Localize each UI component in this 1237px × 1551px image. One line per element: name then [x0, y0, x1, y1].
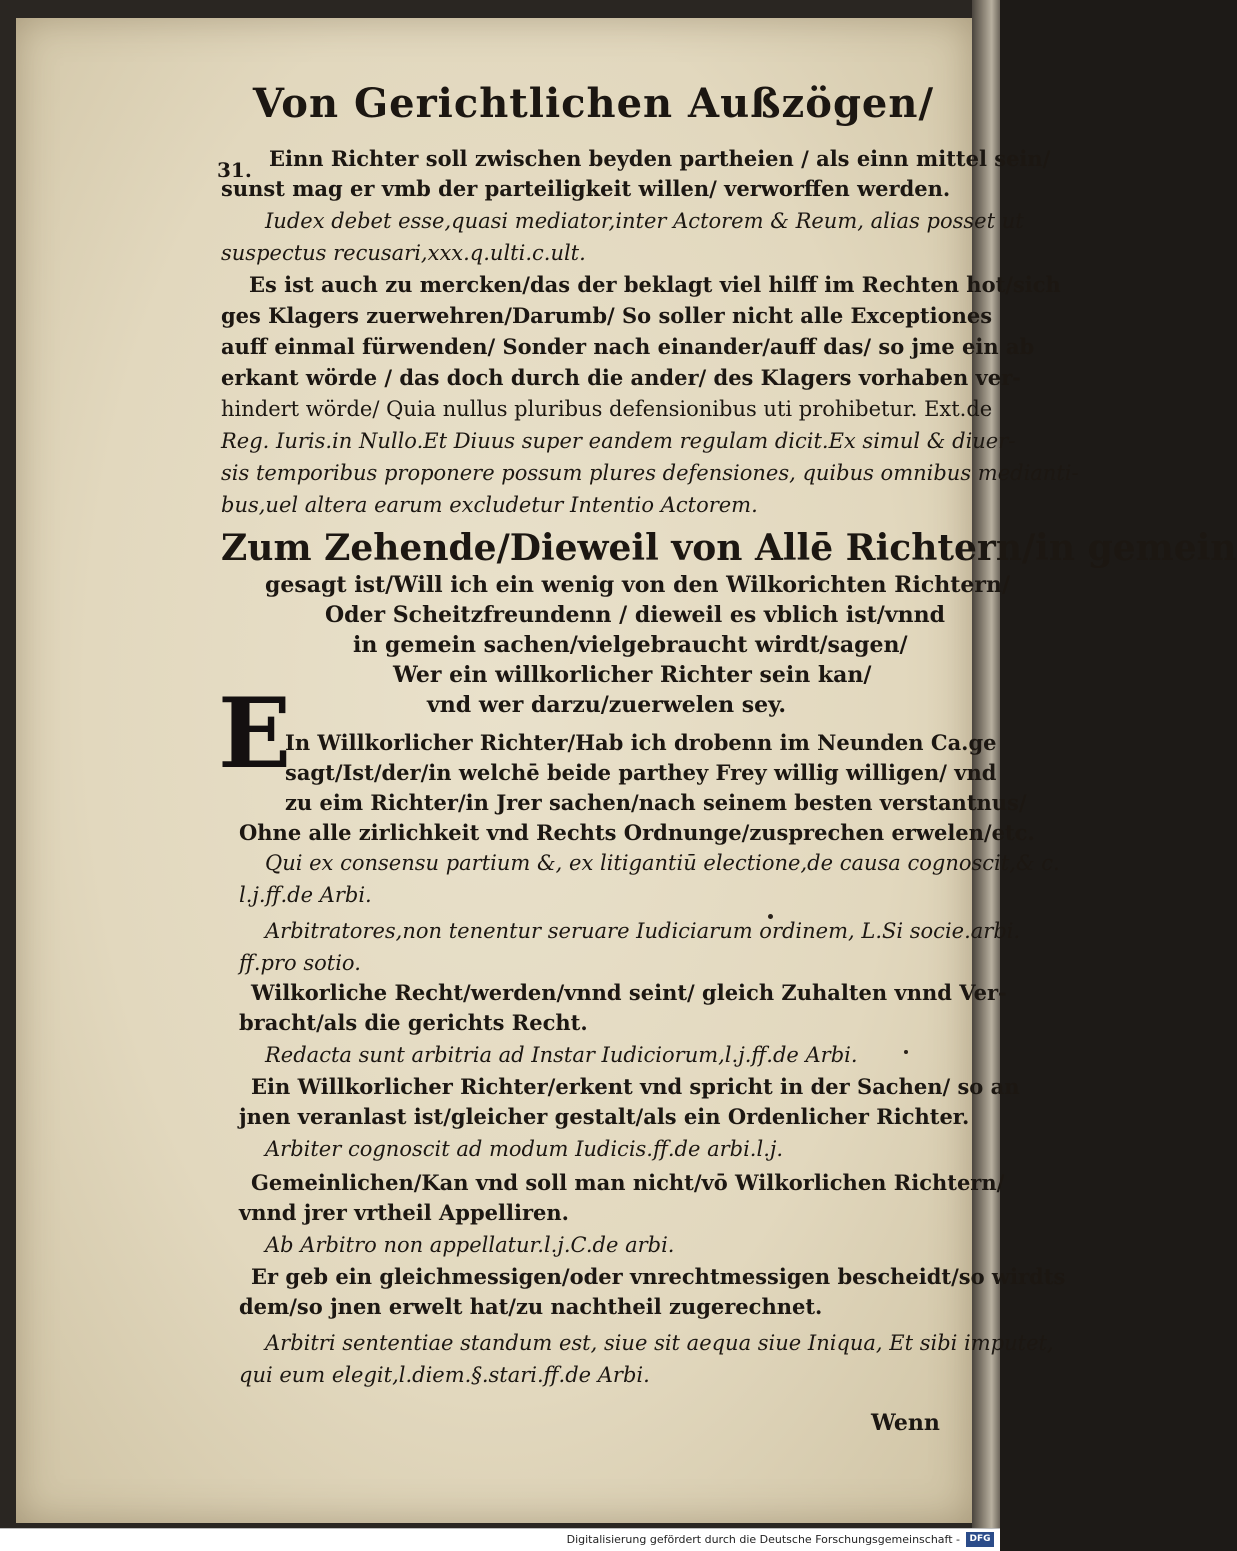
- paragraph-line: auff einmal fürwenden/ Sonder nach einander/auff das/ so jme ein ab: [221, 334, 1035, 359]
- body-line: l.j.ff.de Arbi.: [239, 883, 372, 907]
- paragraph-line: sis temporibus proponere possum plures defensiones, quibus omnibus medianti-: [221, 461, 1079, 485]
- section-subtitle-line: gesagt ist/Will ich ein wenig von den Wilkorichten Richtern/: [265, 572, 1011, 598]
- footer-bar: [0, 1528, 1000, 1551]
- body-line: Qui ex consensu partium &, ex litigantiū electione,de causa cognoscit,& c.: [265, 851, 1060, 875]
- paragraph-line: Einn Richter soll zwischen beyden partheien / als einn mittel sein/: [269, 146, 1051, 171]
- ink-speck: [904, 1050, 908, 1054]
- body-line: Arbiter cognoscit ad modum Iudicis.ff.de arbi.l.j.: [265, 1137, 784, 1161]
- body-line: Arbitratores,non tenentur seruare Iudiciarum ordinem, L.Si socie.arbi.: [265, 919, 1021, 943]
- paragraph-line: Es ist auch zu mercken/das der beklagt viel hilff im Rechten hot/sich: [249, 272, 1061, 297]
- section-subtitle-line: Wer ein willkorlicher Richter sein kan/: [393, 662, 872, 688]
- paragraph-line: sunst mag er vmb der parteiligkeit willen/ verworffen werden.: [221, 176, 951, 201]
- ink-speck: [768, 914, 773, 919]
- dfg-logo: DFG: [966, 1532, 994, 1547]
- drop-capital: E: [218, 677, 292, 790]
- body-line: Ohne alle zirlichkeit vnd Rechts Ordnunge/zusprechen erwelen/etc.: [239, 820, 1035, 845]
- catchword: Wenn: [871, 1410, 940, 1436]
- body-line: Ein Willkorlicher Richter/erkent vnd spricht in der Sachen/ so an: [251, 1074, 1020, 1099]
- body-line: vnnd jrer vrtheil Appelliren.: [239, 1200, 569, 1225]
- body-line: Arbitri sententiae standum est, siue sit aequa siue Iniqua, Et sibi imputet,: [265, 1331, 1054, 1355]
- body-line: In Willkorlicher Richter/Hab ich drobenn im Neunden Ca.ge: [285, 730, 997, 755]
- paragraph-line: bus,uel altera earum excludetur Intentio Actorem.: [221, 493, 758, 517]
- section-title: Zum Zehende/Dieweil von Allē Richtern/in gemein: [221, 527, 1237, 569]
- body-line: ff.pro sotio.: [239, 951, 361, 975]
- paragraph-line: Iudex debet esse,quasi mediator,inter Actorem & Reum, alias posset ut: [265, 209, 1024, 233]
- paragraph-line: hindert wörde/ Quia nullus pluribus defensionibus uti prohibetur. Ext.de: [221, 397, 993, 421]
- margin-number: 31.: [217, 158, 252, 182]
- body-line: bracht/als die gerichts Recht.: [239, 1010, 588, 1035]
- body-line: Ab Arbitro non appellatur.l.j.C.de arbi.: [265, 1233, 675, 1257]
- body-line: Redacta sunt arbitria ad Instar Iudiciorum,l.j.ff.de Arbi.: [265, 1043, 858, 1067]
- footer-credit: Digitalisierung gefördert durch die Deutsche Forschungsgemeinschaft -: [566, 1533, 960, 1546]
- paragraph-line: ges Klagers zuerwehren/Darumb/ So soller nicht alle Exceptiones: [221, 303, 993, 328]
- section-subtitle-line: in gemein sachen/vielgebraucht wirdt/sagen/: [353, 632, 908, 658]
- paragraph-line: Reg. Iuris.in Nullo.Et Diuus super eandem regulam dicit.Ex simul & diuer-: [221, 429, 1016, 453]
- section-subtitle-line: Oder Scheitzfreundenn / dieweil es vblich ist/vnnd: [325, 602, 945, 628]
- body-line: sagt/Ist/der/in welchē beide parthey Frey willig willigen/ vnd: [285, 760, 997, 785]
- paragraph-line: erkant wörde / das doch durch die ander/ des Klagers vorhaben ver-: [221, 365, 1021, 390]
- paper-page: [16, 18, 1237, 1523]
- body-line: Wilkorliche Recht/werden/vnnd seint/ gleich Zuhalten vnnd Ver-: [251, 980, 1007, 1005]
- body-line: qui eum elegit,l.diem.§.stari.ff.de Arbi.: [239, 1363, 650, 1387]
- body-line: Gemeinlichen/Kan vnd soll man nicht/vō Wilkorlichen Richtern/: [251, 1170, 1005, 1195]
- body-line: dem/so jnen erwelt hat/zu nachtheil zugerechnet.: [239, 1294, 823, 1319]
- running-heading: Von Gerichtlichen Außzögen/: [252, 80, 935, 127]
- paragraph-line: suspectus recusari,xxx.q.ulti.c.ult.: [221, 241, 586, 265]
- body-line: Er geb ein gleichmessigen/oder vnrechtmessigen bescheidt/so wirdts: [251, 1264, 1066, 1289]
- body-line: zu eim Richter/in Jrer sachen/nach seinem besten verstantnus/: [285, 790, 1027, 815]
- body-line: jnen veranlast ist/gleicher gestalt/als ein Ordenlicher Richter.: [239, 1104, 970, 1129]
- section-subtitle-line: vnd wer darzu/zuerwelen sey.: [427, 692, 787, 718]
